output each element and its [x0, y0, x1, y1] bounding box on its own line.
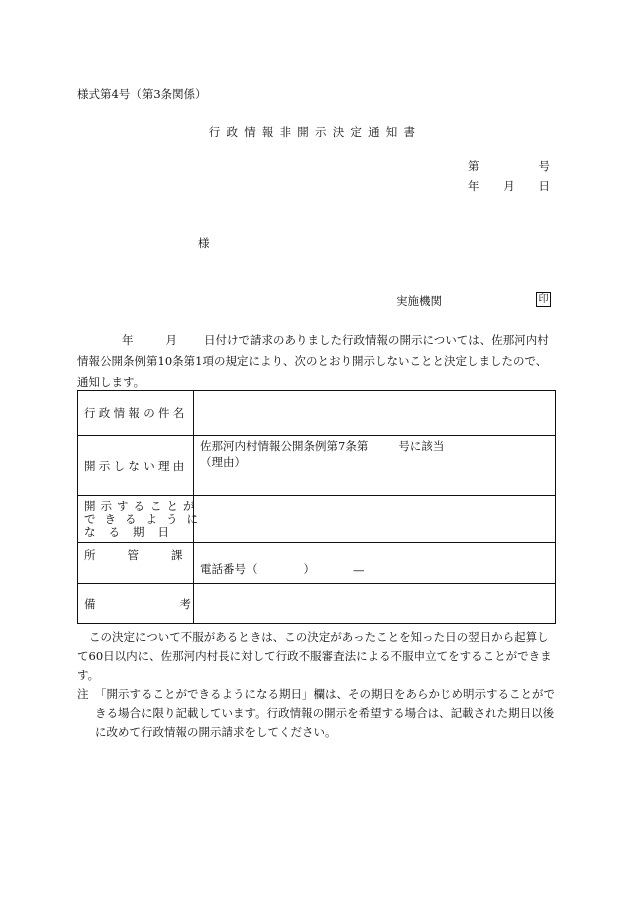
row-department: [78, 542, 555, 583]
intro-line1: [77, 330, 557, 351]
row-case-name: [78, 391, 555, 435]
reason-clause: 佐那河内村情報公開条例第7条第 号に該当: [200, 439, 445, 453]
addressee-honorific: 様: [198, 236, 210, 250]
row-disclosure-date: [78, 495, 555, 542]
reason-field[interactable]: [194, 436, 555, 495]
intro-paragraph: [77, 330, 557, 393]
case-name-field[interactable]: [194, 391, 555, 435]
form-number: 様式第4号（第3条関係）: [77, 87, 207, 101]
row-reason: [78, 435, 555, 495]
remarks-field[interactable]: [194, 584, 555, 623]
document-title: 行政情報非開示決定通知書: [208, 125, 422, 139]
disclosure-date-label: 開示することが できるように なる期日: [84, 498, 207, 539]
reason-label: 開示しない理由: [84, 458, 188, 473]
notice-main: この決定について不服があるときは、この決定があったことを知った日の翌日から起算して60日以内に、佐那河内村長に対して行政不服審査法による不服申立てをすることができます。: [77, 630, 552, 682]
disclosure-date-field[interactable]: [194, 496, 555, 542]
case-name-label: 行政情報の件名: [84, 406, 188, 420]
intro-line1-text: 日付けで請求のありました行政情報の開示については、佐那河内村: [204, 333, 549, 347]
department-label: 所管課: [84, 548, 215, 562]
decision-table: [77, 390, 556, 624]
seal-box: 印: [536, 292, 551, 307]
intro-year: 年: [122, 333, 134, 347]
notice-section: [77, 628, 557, 742]
note-text: 「開示することができるようになる期日」欄は、その期日をあらかじめ明示することができる場合に限り記載しています。行政情報の開示を希望する場合は、記載された期日以後に改めて行政情報の開示請求をしてください。: [95, 687, 555, 739]
issue-month: 月: [503, 179, 515, 193]
issue-number: [468, 158, 550, 174]
issue-day: 日: [538, 179, 550, 193]
remarks-label: 備考: [84, 596, 275, 611]
issue-date: [468, 178, 550, 194]
intro-rest-text: 情報公開条例第10条第1項の規定により、次のとおり開示しないことと決定しましたので、通知します。: [77, 354, 548, 389]
note-label: 注: [77, 687, 89, 701]
notice-note: [77, 685, 557, 742]
reason-note: （理由）: [200, 455, 246, 469]
row-remarks: [78, 583, 555, 623]
issue-number-suffix: 号: [538, 159, 550, 173]
intro-month: 月: [165, 333, 177, 347]
agency-label: 実施機関: [396, 294, 442, 308]
issue-number-prefix: 第: [468, 159, 480, 173]
department-field[interactable]: [194, 543, 555, 583]
phone-number: 電話番号（ ） —: [200, 562, 365, 577]
issue-year: 年: [468, 179, 480, 193]
